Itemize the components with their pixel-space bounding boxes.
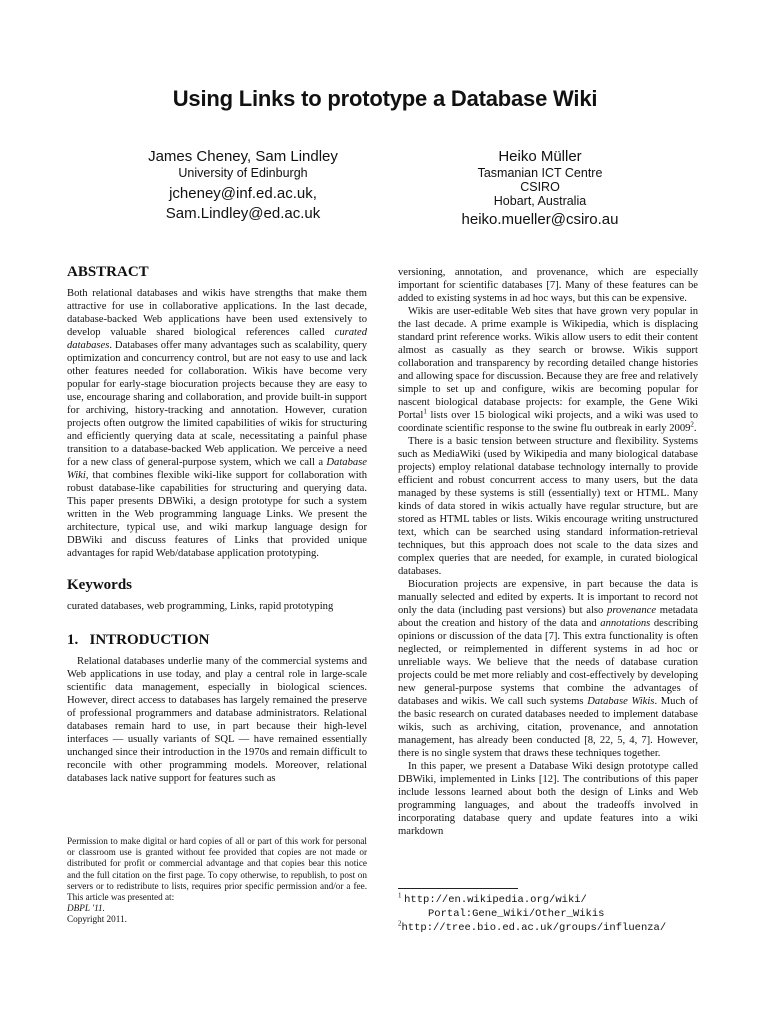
author-affiliation: Hobart, Australia <box>493 194 587 208</box>
footnote-marker: 2 <box>398 919 402 928</box>
body-text: describing opinions or discussion of the data [7]. This extra functionality is often neglected, or reimplemented in different systems in ad hoc or unreliable ways. We believe that the needs of database curation projects could be met more reliably and cost-effectively by developing new general-purpose systems that combine the advantages of databases and wikis. We call such systems <box>398 618 699 707</box>
author-affiliation: University of Edinburgh <box>178 166 308 180</box>
emphasis-text: Database Wiki <box>67 457 367 481</box>
body-text: . <box>693 423 697 434</box>
body-paragraph <box>398 305 698 435</box>
abstract-text: Both relational databases and wikis have strengths that make them attractive for use in collaborative applications. In the last decade, database-backed Web applications have been used extensively to develop valuable shared biological references called <box>67 288 367 338</box>
footnote-url[interactable]: http://tree.bio.ed.ac.uk/groups/influenza/ <box>401 922 667 934</box>
footnote-marker: 1 <box>398 891 402 900</box>
author-affiliation: Tasmanian ICT Centre <box>477 166 603 180</box>
author-names: James Cheney, Sam Lindley <box>148 148 338 165</box>
permission-text: Permission to make digital or hard copies of all or part of this work for personal or classroom use is granted without fee provided that copies are not made or distributed for profit or commercial advantage and that copies bear this notice and the full citation on the first page. To copy otherwise, to republish, to post on servers or to redistribute to lists, requires prior specific permission and/or a fee. This article was presented at: <box>67 836 367 903</box>
body-paragraph: There is a basic tension between structure and flexibility. Systems such as MediaWiki (used by Wikipedia and many biological database projects) employ relational database technology internally to provide efficient and robust concurrent access to many users, but the data managed by these systems is still (essentially) text or HTML. Many kinds of data stored in wikis actually have regular structure, but are stored as HTML tables or lists. Wikis encourage writing unstructured text, which can be searched using standard information-retrieval techniques, but this approach does not scale to the data sizes and complex queries that are needed, for example, in curated biological databases. <box>398 436 698 577</box>
author-block-csiro <box>410 148 670 230</box>
introduction-paragraph: Relational databases underlie many of the commercial systems and Web applications in use today, and play a central role in large-scale scientific data management, especially in biological sciences. However, direct access to databases has largely remained the preserve of professional programmers and database administrators. Relational databases remain hard to use, in part because their high-level interfaces — usually variants of SQL — have remained essentially unchanged since their introduction in the 1970s and remain difficult to reconcile with other programming models. Moreover, relational databases lack native support for features such as <box>67 656 367 784</box>
footnote-1-continued <box>428 907 698 921</box>
emphasis-text: provenance <box>607 605 657 616</box>
footnote-1 <box>398 893 698 907</box>
right-column <box>398 266 698 838</box>
emphasis-text: annotations <box>600 618 651 629</box>
permission-notice <box>67 836 367 926</box>
body-text: lists over 15 biological wiki projects, and a wiki was used to coordinate scientific response to the swine flu outbreak in early 2009 <box>398 410 698 434</box>
body-text: Biocuration projects are expensive, in part because the data is manually selected and edited by experts. It is important to record not only the data (including past versions) but also <box>398 579 698 616</box>
author-block-edinburgh <box>118 148 368 224</box>
author-email: Sam.Lindley@ed.ac.uk <box>165 205 321 222</box>
left-column <box>67 263 367 785</box>
body-text: . Much of the basic research on curated databases needed to implement database wikis, such as archiving, citation, provenance, and annotation management, has already been conducted [8, 22, 5, 4, 7]. However, there is no single system that draws these techniques together. <box>398 696 698 759</box>
body-text: metadata about the creation and history of the data and <box>398 605 698 629</box>
emphasis-text: Database Wikis <box>587 696 655 707</box>
footnotes <box>398 893 698 935</box>
body-paragraph <box>398 578 698 760</box>
paper-title: Using Links to prototype a Database Wiki <box>172 86 598 111</box>
footnote-2 <box>398 921 698 935</box>
abstract-text: , that combines flexible wiki-like support for collaboration with robust database-like capabilities for structuring and querying data. This paper presents DBWiki, a design prototype for such a system written in the Web programming language Links. We present the architecture, typical use, and wiki markup language design for DBWiki and discuss features of Links that provided unique advantages for rapid Web/database application prototyping. <box>67 470 367 559</box>
introduction-heading: 1. INTRODUCTION <box>67 632 210 648</box>
author-email: heiko.mueller@csiro.au <box>461 211 619 228</box>
keywords-heading: Keywords <box>67 577 132 593</box>
author-email: jcheney@inf.ed.ac.uk, <box>169 185 317 202</box>
copyright-text: Copyright 2011. <box>67 914 127 925</box>
author-names: Heiko Müller <box>498 148 582 165</box>
emphasis-text: curated databases <box>67 327 367 351</box>
author-affiliation: CSIRO <box>520 180 560 194</box>
footnote-marker: 1 <box>423 407 427 416</box>
body-text: Wikis are user-editable Web sites that have grown very popular in the last decade. A prime example is Wikipedia, which is displacing standard print reference works. Wikis allow users to edit their content almost as casually as they search or browse. Wikis support collaboration and transparency by recording detailed change histories and allowing space for discussion. Because they are free and relatively simple to set up and configure, wikis are becoming popular for nascent biological database projects: for example, the Gene Wiki Portal <box>398 306 698 421</box>
keywords-text: curated databases, web programming, Links, rapid prototyping <box>67 601 334 612</box>
footnote-marker: 2 <box>690 420 694 429</box>
footnote-url[interactable]: http://en.wikipedia.org/wiki/ <box>404 894 587 906</box>
abstract-heading: ABSTRACT <box>67 264 149 280</box>
body-paragraph: versioning, annotation, and provenance, which are especially important for scientific databases [7]. Many of these features can be added to existing systems in ad hoc ways, but this can be expensive. <box>398 267 698 304</box>
venue-text: DBPL '11. <box>67 903 105 914</box>
footnote-url[interactable]: Portal:Gene_Wiki/Other_Wikis <box>428 908 605 920</box>
abstract-text: . Databases offer many advantages such as scalability, query optimization and concurrency control, but are not easy to use and lack other features needed for collaboration. Wikis have become very popular for early-stage biocuration projects because they are easy to use, encourage sharing and collaboration, and provide built-in support for archiving, history-tracking and annotation. However, curation projects often outgrow the limited capabilities of wikis for structuring and efficiently querying data at scale, necessitating a painful phase transition to a database-backed Web application. We perceive a need for a new class of general-purpose system, which we call a <box>67 340 367 468</box>
footnote-divider <box>398 888 518 889</box>
abstract-paragraph <box>67 287 367 560</box>
body-paragraph: In this paper, we present a Database Wiki design prototype called DBWiki, implemented in Links [12]. The contributions of this paper include lessons learned about both the design of Links and Web programming languages, and about the tradeoffs involved in incorporating database query and update features into a wiki markdown <box>398 761 698 837</box>
